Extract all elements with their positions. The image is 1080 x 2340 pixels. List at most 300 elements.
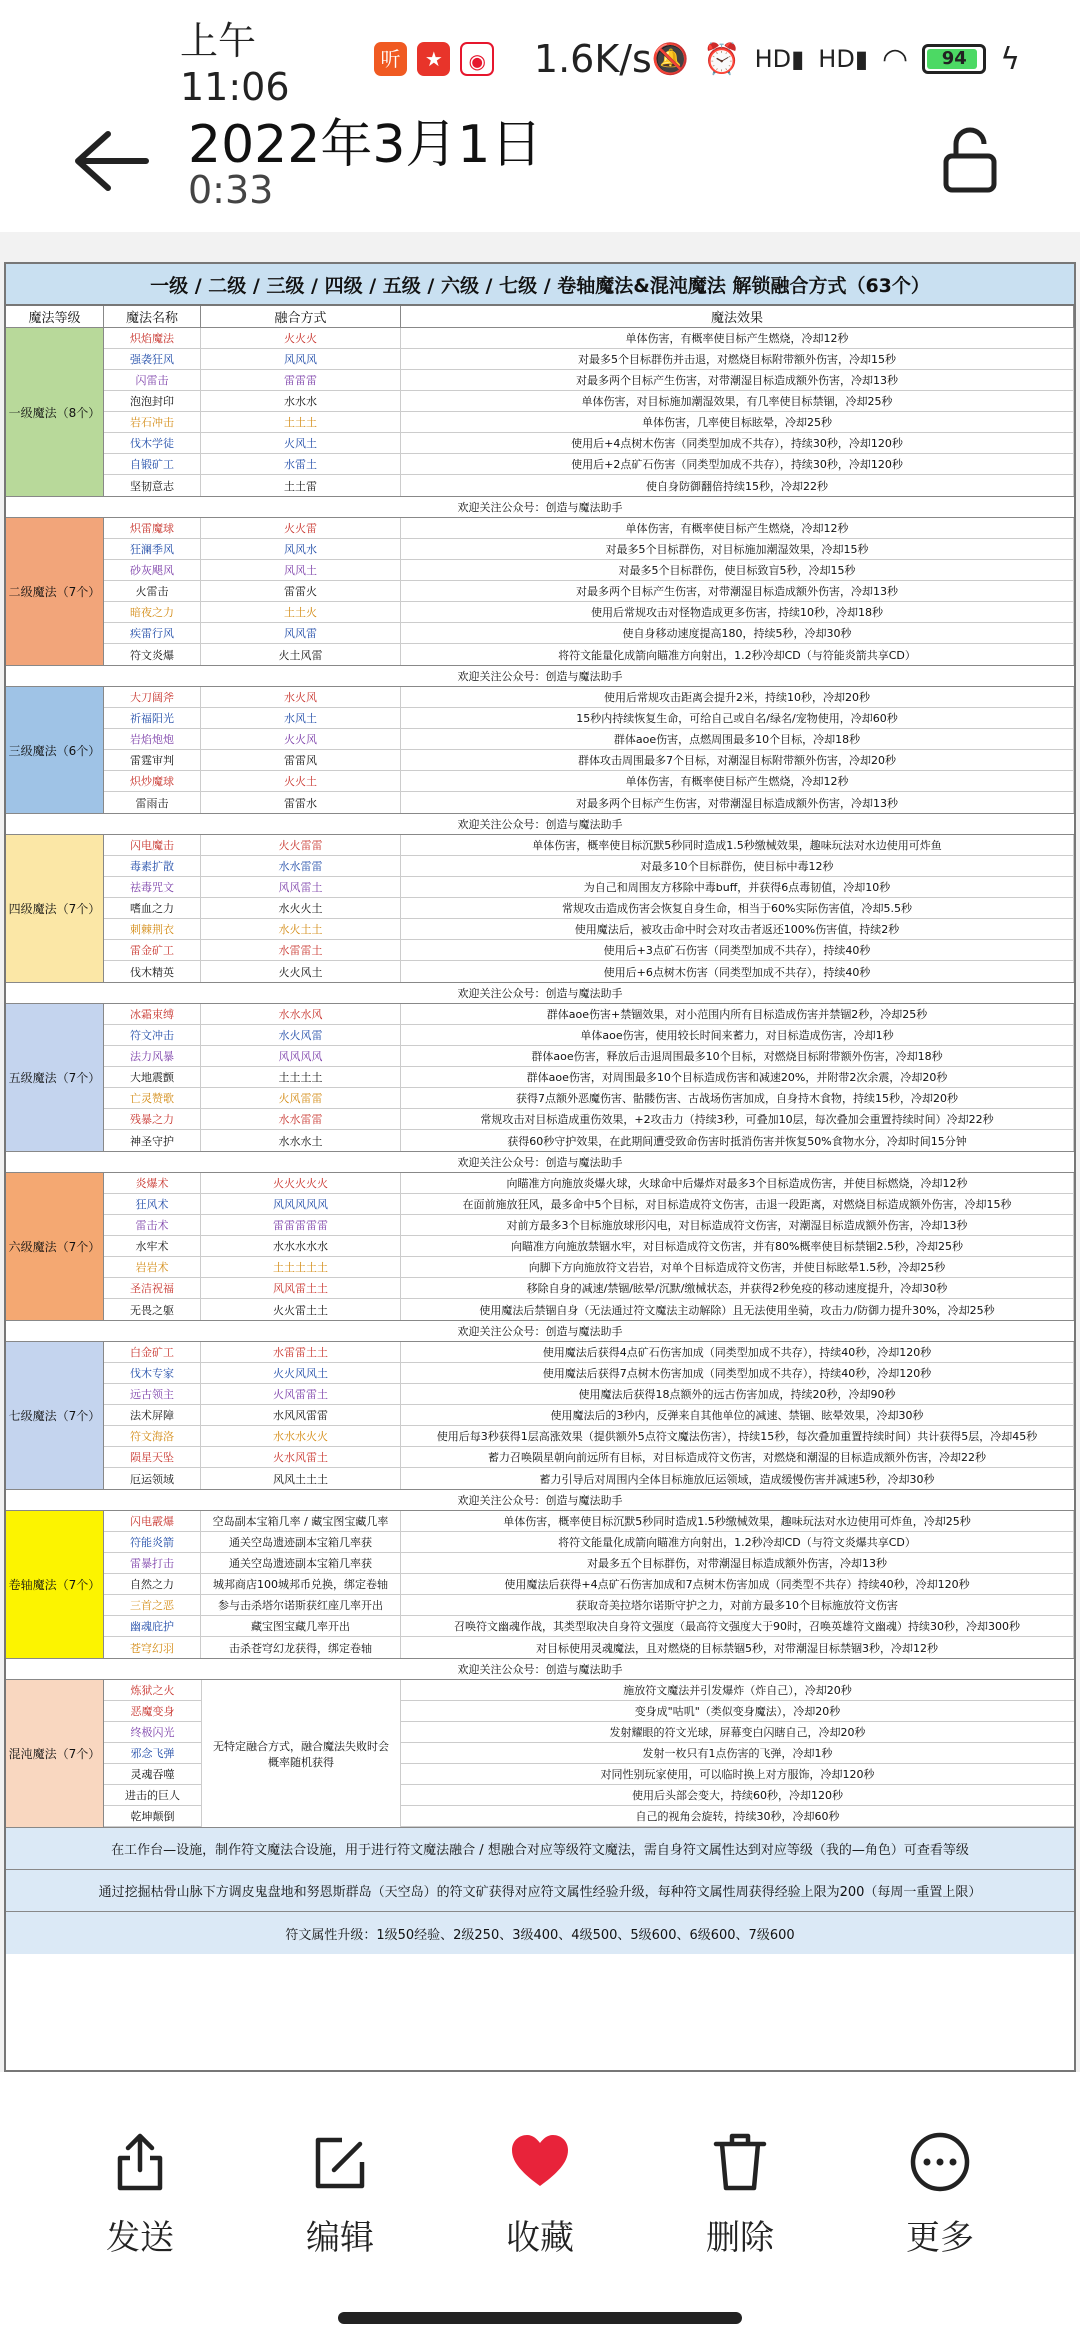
magic-combo: 火火风	[201, 729, 401, 749]
magic-name: 火雷击	[104, 581, 201, 601]
magic-name: 乾坤颠倒	[104, 1806, 201, 1827]
magic-effect: 单体伤害，概率使目标沉默5秒同时造成1.5秒缴械效果，趣味玩法对水边使用可炸鱼，冷却25秒	[401, 1511, 1074, 1531]
table-row	[104, 729, 1074, 750]
magic-name: 进击的巨人	[104, 1785, 201, 1806]
magic-combo: 水水水	[201, 391, 401, 411]
status-icons	[652, 42, 1020, 77]
magic-combo: 水火土土	[201, 919, 401, 939]
notice-row: 欢迎关注公众号：创造与魔法助手	[6, 1321, 1074, 1342]
magic-table	[4, 262, 1076, 2072]
section-rows	[104, 518, 1074, 665]
magic-effect: 群体aoe伤害+禁锢效果，对小范围内所有目标造成伤害并禁锢2秒，冷却25秒	[401, 1004, 1074, 1024]
magic-name: 残暴之力	[104, 1109, 201, 1129]
column-header: 魔法等级	[6, 306, 104, 327]
edit-icon	[308, 2130, 372, 2194]
net-speed: 1.6K/s	[533, 37, 652, 81]
magic-effect: 单体伤害，概率使目标沉默5秒同时造成1.5秒缴械效果，趣味玩法对水边使用可炸鱼	[401, 835, 1074, 855]
lock-icon[interactable]	[940, 126, 1000, 196]
magic-name: 雷金矿工	[104, 940, 201, 960]
magic-name: 符能炎箭	[104, 1532, 201, 1552]
section-rows	[104, 328, 1074, 496]
magic-name: 砂灰飓风	[104, 560, 201, 580]
magic-combo: 水水雷雷	[201, 856, 401, 876]
table-row	[104, 1236, 1074, 1257]
table-row	[104, 1342, 1074, 1363]
table-row	[104, 687, 1074, 708]
delete-button[interactable]	[665, 2130, 815, 2290]
magic-combo: 水雷土	[201, 454, 401, 474]
section-label: 三级魔法（6个）	[6, 687, 104, 813]
table-row	[104, 454, 1074, 475]
table-row	[104, 475, 1074, 496]
magic-combo: 水雷雷土土	[201, 1342, 401, 1362]
magic-name: 岩岩术	[104, 1257, 201, 1277]
magic-effect: 单体伤害，对目标施加潮湿效果，有几率使目标禁锢，冷却25秒	[401, 391, 1074, 411]
magic-effect: 施放符文魔法并引发爆炸（炸自己），冷却20秒	[401, 1680, 1074, 1701]
magic-combo: 水水水火火	[201, 1426, 401, 1446]
magic-effect: 移除自身的减速/禁锢/眩晕/沉默/缴械状态，并获得2秒免疫的移动速度提升，冷却30秒	[401, 1278, 1074, 1298]
magic-name: 祛毒咒文	[104, 877, 201, 897]
magic-effect: 常规攻击造成伤害会恢复自身生命，相当于60%实际伤害值，冷却5.5秒	[401, 898, 1074, 918]
magic-combo: 雷雷水	[201, 792, 401, 813]
magic-name: 嗜血之力	[104, 898, 201, 918]
magic-name: 符文炎爆	[104, 644, 201, 665]
magic-combo: 雷雷风	[201, 750, 401, 770]
magic-combo: 土土土土	[201, 1067, 401, 1087]
section-rows	[104, 835, 1074, 982]
page-title: 2022年3月1日	[188, 115, 543, 175]
table-row	[104, 433, 1074, 454]
section-rows	[104, 1680, 1074, 1827]
magic-name: 狂澜季风	[104, 539, 201, 559]
magic-effect: 对最多两个目标产生伤害，对带潮湿目标造成额外伤害，冷却13秒	[401, 792, 1074, 813]
magic-effect: 发射一枚只有1点伤害的飞弹，冷却1秒	[401, 1743, 1074, 1764]
magic-name: 伐木精英	[104, 961, 201, 982]
footer-note: 通过挖掘枯骨山脉下方调皮鬼盘地和努恩斯群岛（天空岛）的符文矿获得对应符文属性经验升级，每种符文属性周获得经验上限为200（每周一重置上限）	[6, 1870, 1074, 1912]
table-row	[104, 412, 1074, 433]
notice-row: 欢迎关注公众号：创造与魔法助手	[6, 1152, 1074, 1173]
magic-effect: 使用后+6点树木伤害（同类型加成不共存），持续40秒	[401, 961, 1074, 982]
magic-combo: 参与击杀塔尔诺斯获红座几率开出	[201, 1595, 401, 1615]
notice-row: 欢迎关注公众号：创造与魔法助手	[6, 497, 1074, 518]
magic-effect: 对最多五个目标群伤，对带潮湿目标造成额外伤害，冷却13秒	[401, 1553, 1074, 1573]
weibo-icon: ◉	[460, 42, 493, 76]
table-row	[104, 1616, 1074, 1637]
magic-effect: 使用魔法后获得+4点矿石伤害加成和7点树木伤害加成（同类型不共存）持续40秒，冷却120秒	[401, 1574, 1074, 1594]
table-row	[104, 581, 1074, 602]
table-row	[104, 623, 1074, 644]
back-arrow-icon[interactable]	[70, 126, 150, 196]
section-label: 六级魔法（7个）	[6, 1173, 104, 1320]
trash-icon	[708, 2130, 772, 2194]
magic-combo: 风风雷土土	[201, 1278, 401, 1298]
magic-name: 炽炒魔球	[104, 771, 201, 791]
magic-effect: 使自身移动速度提高180，持续5秒，冷却30秒	[401, 623, 1074, 643]
table-row	[104, 1384, 1074, 1405]
header	[0, 96, 1080, 226]
magic-effect: 发射耀眼的符文光球，屏幕变白闪瞎自己，冷却20秒	[401, 1722, 1074, 1743]
magic-combo: 火风雷雷	[201, 1088, 401, 1108]
magic-combo: 空岛副本宝箱几率 / 藏宝图宝藏几率	[201, 1511, 401, 1531]
table-row	[104, 560, 1074, 581]
notice-row: 欢迎关注公众号：创造与魔法助手	[6, 983, 1074, 1004]
magic-name: 白金矿工	[104, 1342, 201, 1362]
magic-name: 大地震颤	[104, 1067, 201, 1087]
magic-effect: 对最多5个目标群伤，使目标致盲5秒，冷却15秒	[401, 560, 1074, 580]
edit-label: 编辑	[306, 2218, 374, 2258]
magic-section	[6, 1004, 1074, 1152]
notice-row: 欢迎关注公众号：创造与魔法助手	[6, 1490, 1074, 1511]
share-icon	[108, 2130, 172, 2194]
magic-combo: 土土土	[201, 412, 401, 432]
section-rows	[104, 687, 1074, 813]
magic-effect: 使用魔法后的3秒内，反弹来自其他单位的减速、禁锢、眩晕效果，冷却30秒	[401, 1405, 1074, 1425]
edit-button[interactable]	[265, 2130, 415, 2290]
table-row	[104, 1447, 1074, 1468]
table-row	[104, 1511, 1074, 1532]
magic-effect: 获得60秒守护效果，在此期间遭受致命伤害时抵消伤害并恢复50%食物水分，冷却时间15分钟	[401, 1130, 1074, 1151]
magic-combo: 通关空岛遗迹副本宝箱几率获	[201, 1553, 401, 1573]
magic-name: 无畏之躯	[104, 1299, 201, 1320]
magic-name: 三首之恶	[104, 1595, 201, 1615]
magic-combo: 土土土土土	[201, 1257, 401, 1277]
magic-section	[6, 1511, 1074, 1659]
table-row	[104, 1278, 1074, 1299]
table-row	[104, 1215, 1074, 1236]
magic-name: 闪电魔击	[104, 835, 201, 855]
magic-effect: 15秒内持续恢复生命，可给自己或自名/绿名/宠物使用，冷却60秒	[401, 708, 1074, 728]
magic-combo: 火火风土	[201, 961, 401, 982]
table-row	[104, 1532, 1074, 1553]
magic-combo: 风风风风	[201, 1046, 401, 1066]
magic-effect: 召唤符文幽魂作战，其类型取决自身符文强度（最高符文强度大于90时，召唤英雄符文幽魂）持续30秒，冷却300秒	[401, 1616, 1074, 1636]
table-row	[104, 940, 1074, 961]
magic-section	[6, 1680, 1074, 1828]
magic-effect: 向瞄准方向施放炎爆火球，火球命中后爆炸对最多3个目标造成伤害，并使目标燃烧，冷却12秒	[401, 1173, 1074, 1193]
magic-name: 雷雨击	[104, 792, 201, 813]
magic-name: 炽雷魔球	[104, 518, 201, 538]
magic-name: 伐木专家	[104, 1363, 201, 1383]
magic-name: 炼狱之火	[104, 1680, 201, 1701]
table-row	[104, 602, 1074, 623]
magic-effect: 使用后+3点矿石伤害（同类型加成不共存），持续40秒	[401, 940, 1074, 960]
magic-name: 闪雷击	[104, 370, 201, 390]
table-row	[104, 1067, 1074, 1088]
magic-combo: 风风水	[201, 539, 401, 559]
table-row	[104, 792, 1074, 813]
send-label: 发送	[106, 2218, 174, 2258]
magic-name: 岩石冲击	[104, 412, 201, 432]
table-row	[104, 898, 1074, 919]
table-header	[6, 306, 1074, 328]
status-time: 上午11:06	[180, 18, 290, 109]
section-rows	[104, 1342, 1074, 1489]
magic-name: 圣洁祝福	[104, 1278, 201, 1298]
magic-name: 灵魂吞噬	[104, 1764, 201, 1785]
section-rows	[104, 1173, 1074, 1320]
more-label: 更多	[906, 2218, 974, 2258]
table-title: 一级 / 二级 / 三级 / 四级 / 五级 / 六级 / 七级 / 卷轴魔法&混沌魔法 解锁融合方式（63个）	[6, 264, 1074, 306]
magic-name: 炎爆术	[104, 1173, 201, 1193]
table-row	[104, 877, 1074, 898]
magic-effect: 使用魔法后获得7点树木伤害加成（同类型加成不共存），持续40秒，冷却120秒	[401, 1363, 1074, 1383]
magic-name: 狂风术	[104, 1194, 201, 1214]
magic-effect: 在面前施放狂风，最多命中5个目标，对目标造成符文伤害，击退一段距离，对燃烧目标造成额外伤害，冷却15秒	[401, 1194, 1074, 1214]
magic-combo: 火火雷土土	[201, 1299, 401, 1320]
app-notification-icon: 听	[374, 42, 407, 76]
magic-name: 符文冲击	[104, 1025, 201, 1045]
magic-combo: 雷雷雷雷雷	[201, 1215, 401, 1235]
magic-effect: 群体攻击周围最多7个目标，对潮湿目标附带额外伤害，冷却20秒	[401, 750, 1074, 770]
magic-combo: 土土火	[201, 602, 401, 622]
magic-name: 幽魂庇护	[104, 1616, 201, 1636]
magic-effect: 群体aoe伤害，点燃周围最多10个目标，冷却18秒	[401, 729, 1074, 749]
magic-section	[6, 518, 1074, 666]
section-rows	[104, 1004, 1074, 1151]
magic-effect: 群体aoe伤害，释放后击退周围最多10个目标，对燃烧目标附带额外伤害，冷却18秒	[401, 1046, 1074, 1066]
magic-name: 自锻矿工	[104, 454, 201, 474]
magic-combo: 水雷雷土	[201, 940, 401, 960]
magic-effect: 对前方最多3个目标施放球形闪电，对目标造成符文伤害，对潮湿目标造成额外伤害，冷却13秒	[401, 1215, 1074, 1235]
table-row	[104, 644, 1074, 665]
charging-icon: ϟ	[1000, 41, 1021, 77]
section-label: 一级魔法（8个）	[6, 328, 104, 496]
magic-combo: 风风土土土	[201, 1468, 401, 1489]
notice-row: 欢迎关注公众号：创造与魔法助手	[6, 1659, 1074, 1680]
magic-effect: 变身成"咕叽"（类似变身魔法），冷却20秒	[401, 1701, 1074, 1722]
magic-effect: 向瞄准方向施放禁锢水牢，对目标造成符文伤害，并有80%概率使目标禁锢2.5秒，冷却25秒	[401, 1236, 1074, 1256]
magic-effect: 使用后+4点树木伤害（同类型加成不共存），持续30秒，冷却120秒	[401, 433, 1074, 453]
magic-effect: 单体伤害，几率使目标眩晕，冷却25秒	[401, 412, 1074, 432]
effect-column	[401, 1680, 1074, 1827]
magic-combo: 水水雷雷	[201, 1109, 401, 1129]
magic-combo: 水风风雷雷	[201, 1405, 401, 1425]
combo-note: 无特定融合方式，融合魔法失败时会概率随机获得	[201, 1680, 401, 1827]
table-row	[104, 539, 1074, 560]
magic-combo: 水火风雷	[201, 1025, 401, 1045]
alarm-icon: ⏰	[703, 41, 741, 77]
magic-combo: 水火风	[201, 687, 401, 707]
magic-combo: 水风土	[201, 708, 401, 728]
table-row	[104, 391, 1074, 412]
magic-name: 泡泡封印	[104, 391, 201, 411]
section-label: 五级魔法（7个）	[6, 1004, 104, 1151]
magic-name: 雷击术	[104, 1215, 201, 1235]
magic-effect: 对最多两个目标产生伤害，对带潮湿目标造成额外伤害，冷却13秒	[401, 581, 1074, 601]
magic-combo: 火火火	[201, 328, 401, 348]
table-row	[104, 1405, 1074, 1426]
magic-effect: 向脚下方向施放符文岩岩，对单个目标造成符文伤害，并使目标眩晕1.5秒，冷却25秒	[401, 1257, 1074, 1277]
magic-combo: 风风雷	[201, 623, 401, 643]
magic-effect: 将符文能量化成箭向瞄准方向射出，1.2秒冷却CD（与符文炎爆共享CD）	[401, 1532, 1074, 1552]
heart-icon	[508, 2130, 572, 2194]
notice-row: 欢迎关注公众号：创造与魔法助手	[6, 814, 1074, 835]
magic-name: 神圣守护	[104, 1130, 201, 1151]
magic-combo: 火火风风土	[201, 1363, 401, 1383]
magic-effect: 群体aoe伤害，对周围最多10个目标造成伤害和减速20%，并附带2次余震，冷却20秒	[401, 1067, 1074, 1087]
magic-name: 亡灵赞歌	[104, 1088, 201, 1108]
magic-section	[6, 1173, 1074, 1321]
magic-effect: 对目标使用灵魂魔法，且对燃烧的目标禁锢5秒，对带潮湿目标禁锢3秒，冷却12秒	[401, 1637, 1074, 1658]
magic-effect: 使用魔法后，被攻击命中时会对攻击者返还100%伤害值，持续2秒	[401, 919, 1074, 939]
table-row	[104, 1299, 1074, 1320]
table-row	[104, 1004, 1074, 1025]
magic-combo: 藏宝图宝藏几率开出	[201, 1616, 401, 1636]
magic-combo: 火火雷	[201, 518, 401, 538]
magic-name: 坚韧意志	[104, 475, 201, 496]
magic-effect: 单体aoe伤害，使用较长时间来蓄力，对目标造成伤害，冷却1秒	[401, 1025, 1074, 1045]
table-row	[104, 771, 1074, 792]
table-sections	[6, 328, 1074, 1828]
magic-combo: 水水水土	[201, 1130, 401, 1151]
section-label: 七级魔法（7个）	[6, 1342, 104, 1489]
magic-name: 大刀阔斧	[104, 687, 201, 707]
magic-combo: 火风雷雷土	[201, 1384, 401, 1404]
magic-name: 法术屏障	[104, 1405, 201, 1425]
magic-name: 远古领主	[104, 1384, 201, 1404]
favorite-button[interactable]	[465, 2130, 615, 2290]
magic-combo: 风风土	[201, 560, 401, 580]
magic-effect: 使用魔法后获得4点矿石伤害加成（同类型加成不共存），持续40秒，冷却120秒	[401, 1342, 1074, 1362]
magic-combo: 水水水风	[201, 1004, 401, 1024]
section-label: 卷轴魔法（7个）	[6, 1511, 104, 1658]
magic-effect: 使用魔法后获得18点额外的远古伤害加成，持续20秒，冷却90秒	[401, 1384, 1074, 1404]
app-notification-icon: ★	[417, 42, 450, 76]
magic-combo: 风风雷土	[201, 877, 401, 897]
magic-effect: 为自己和周围友方移除中毒buff，并获得6点毒韧值，冷却10秒	[401, 877, 1074, 897]
magic-combo: 风风风风风	[201, 1194, 401, 1214]
table-row	[104, 1257, 1074, 1278]
battery-level: 94	[941, 48, 967, 69]
magic-effect: 对最多两个目标产生伤害，对带潮湿目标造成额外伤害，冷却13秒	[401, 370, 1074, 390]
magic-effect: 单体伤害，有概率使目标产生燃烧，冷却12秒	[401, 328, 1074, 348]
document-image[interactable]	[0, 232, 1080, 2072]
column-header: 魔法名称	[104, 306, 201, 327]
page-subtitle: 0:33	[188, 168, 274, 212]
table-row	[104, 708, 1074, 729]
table-row	[104, 856, 1074, 877]
footer-note: 符文属性升级：1级50经验、2级250、3级400、4级500、5级600、6级600、7级600	[6, 1912, 1074, 1954]
section-label: 二级魔法（7个）	[6, 518, 104, 665]
magic-name: 厄运领域	[104, 1468, 201, 1489]
magic-effect: 使用后常规攻击对怪物造成更多伤害，持续10秒，冷却18秒	[401, 602, 1074, 622]
magic-effect: 使用后头部会变大，持续60秒，冷却120秒	[401, 1785, 1074, 1806]
more-icon	[908, 2130, 972, 2194]
table-row	[104, 1130, 1074, 1151]
magic-effect: 获取奇美拉塔尔诺斯守护之力，对前方最多10个目标施放符文伤害	[401, 1595, 1074, 1615]
table-row	[104, 1637, 1074, 1658]
magic-effect: 获得7点额外恶魔伤害、骷髅伤害、古战场伤害加成，自身持木食物，持续15秒，冷却20秒	[401, 1088, 1074, 1108]
magic-effect: 使自身防御翻倍持续15秒，冷却22秒	[401, 475, 1074, 496]
magic-effect: 使用后常规攻击距离会提升2米，持续10秒，冷却20秒	[401, 687, 1074, 707]
wifi-icon: ◠	[882, 41, 909, 77]
magic-effect: 蓄力引导后对周围内全体目标施放厄运领域，造成缓慢伤害并减速5秒，冷却30秒	[401, 1468, 1074, 1489]
column-header: 魔法效果	[401, 306, 1074, 327]
magic-name: 符文海洛	[104, 1426, 201, 1446]
magic-combo: 火土风雷	[201, 644, 401, 665]
magic-name: 冰霜束缚	[104, 1004, 201, 1024]
notice-row: 欢迎关注公众号：创造与魔法助手	[6, 666, 1074, 687]
magic-name: 闪电霰爆	[104, 1511, 201, 1531]
section-rows	[104, 1511, 1074, 1658]
magic-name: 疾雷行风	[104, 623, 201, 643]
magic-name: 邪念飞弹	[104, 1743, 201, 1764]
signal-icon: HD▮	[754, 45, 805, 73]
magic-name: 强袭狂风	[104, 349, 201, 369]
magic-name: 雷暴打击	[104, 1553, 201, 1573]
magic-combo: 火火雷雷	[201, 835, 401, 855]
table-row	[104, 750, 1074, 771]
magic-name: 雷霆审判	[104, 750, 201, 770]
column-header: 融合方式	[201, 306, 401, 327]
section-label: 四级魔法（7个）	[6, 835, 104, 982]
magic-name: 岩焰炮炮	[104, 729, 201, 749]
magic-name: 水牢术	[104, 1236, 201, 1256]
magic-combo: 火风土	[201, 433, 401, 453]
table-row	[104, 1363, 1074, 1384]
magic-effect: 对最多10个目标群伤，使目标中毒12秒	[401, 856, 1074, 876]
magic-name: 炽焰魔法	[104, 328, 201, 348]
magic-effect: 将符文能量化成箭向瞄准方向射出，1.2秒冷却CD（与符能炎箭共享CD）	[401, 644, 1074, 665]
magic-combo: 水火火土	[201, 898, 401, 918]
magic-name: 自然之力	[104, 1574, 201, 1594]
table-row	[104, 1088, 1074, 1109]
table-row	[104, 835, 1074, 856]
table-row	[104, 919, 1074, 940]
table-row	[104, 961, 1074, 982]
magic-effect: 自己的视角会旋转，持续30秒，冷却60秒	[401, 1806, 1074, 1827]
magic-effect: 蓄力召唤陨星朝向前远所有目标，对目标造成符文伤害，对燃烧和潮湿的目标造成额外伤害，冷却22秒	[401, 1447, 1074, 1467]
magic-name: 终极闪光	[104, 1722, 201, 1743]
bottom-toolbar	[0, 2130, 1080, 2290]
magic-combo: 火水风雷土	[201, 1447, 401, 1467]
magic-combo: 雷雷火	[201, 581, 401, 601]
magic-effect: 对同性别玩家使用，可以临时换上对方服饰，冷却120秒	[401, 1764, 1074, 1785]
footer-note: 在工作台—设施，制作符文魔法合设施，用于进行符文魔法融合 / 想融合对应等级符文魔法，需自身符文属性达到对应等级（我的—角色）可查看等级	[6, 1828, 1074, 1870]
magic-effect: 单体伤害，有概率使目标产生燃烧，冷却12秒	[401, 771, 1074, 791]
magic-combo: 火火土	[201, 771, 401, 791]
magic-combo: 水水水水水	[201, 1236, 401, 1256]
magic-combo: 土土雷	[201, 475, 401, 496]
magic-combo: 城邦商店100城邦币兑换，绑定卷轴	[201, 1574, 401, 1594]
table-row	[104, 1025, 1074, 1046]
magic-name: 伐木学徒	[104, 433, 201, 453]
table-row	[104, 1426, 1074, 1447]
magic-name: 祈福阳光	[104, 708, 201, 728]
table-row	[104, 349, 1074, 370]
table-row	[104, 1595, 1074, 1616]
magic-name: 恶魔变身	[104, 1701, 201, 1722]
table-row	[104, 328, 1074, 349]
send-button[interactable]	[65, 2130, 215, 2290]
magic-name: 暗夜之力	[104, 602, 201, 622]
more-button[interactable]	[865, 2130, 1015, 2290]
magic-combo: 风风风	[201, 349, 401, 369]
home-indicator[interactable]	[338, 2312, 742, 2324]
table-row	[104, 1574, 1074, 1595]
table-row	[104, 370, 1074, 391]
battery-icon	[922, 44, 986, 74]
magic-name: 法力风暴	[104, 1046, 201, 1066]
magic-effect: 使用后每3秒获得1层高涨效果（提供额外5点符文魔法伤害），持续15秒，每次叠加重置持续时间）共计获得5层，冷却45秒	[401, 1426, 1074, 1446]
magic-effect: 单体伤害，有概率使目标产生燃烧，冷却12秒	[401, 518, 1074, 538]
magic-section	[6, 1342, 1074, 1490]
magic-effect: 使用后+2点矿石伤害（同类型加成不共存），持续30秒，冷却120秒	[401, 454, 1074, 474]
name-column	[104, 1680, 201, 1827]
table-row	[104, 1468, 1074, 1489]
magic-effect: 常规攻击对目标造成重伤效果，+2攻击力（持续3秒，可叠加10层，每次叠加会重置持续时间）冷却22秒	[401, 1109, 1074, 1129]
magic-section	[6, 328, 1074, 497]
